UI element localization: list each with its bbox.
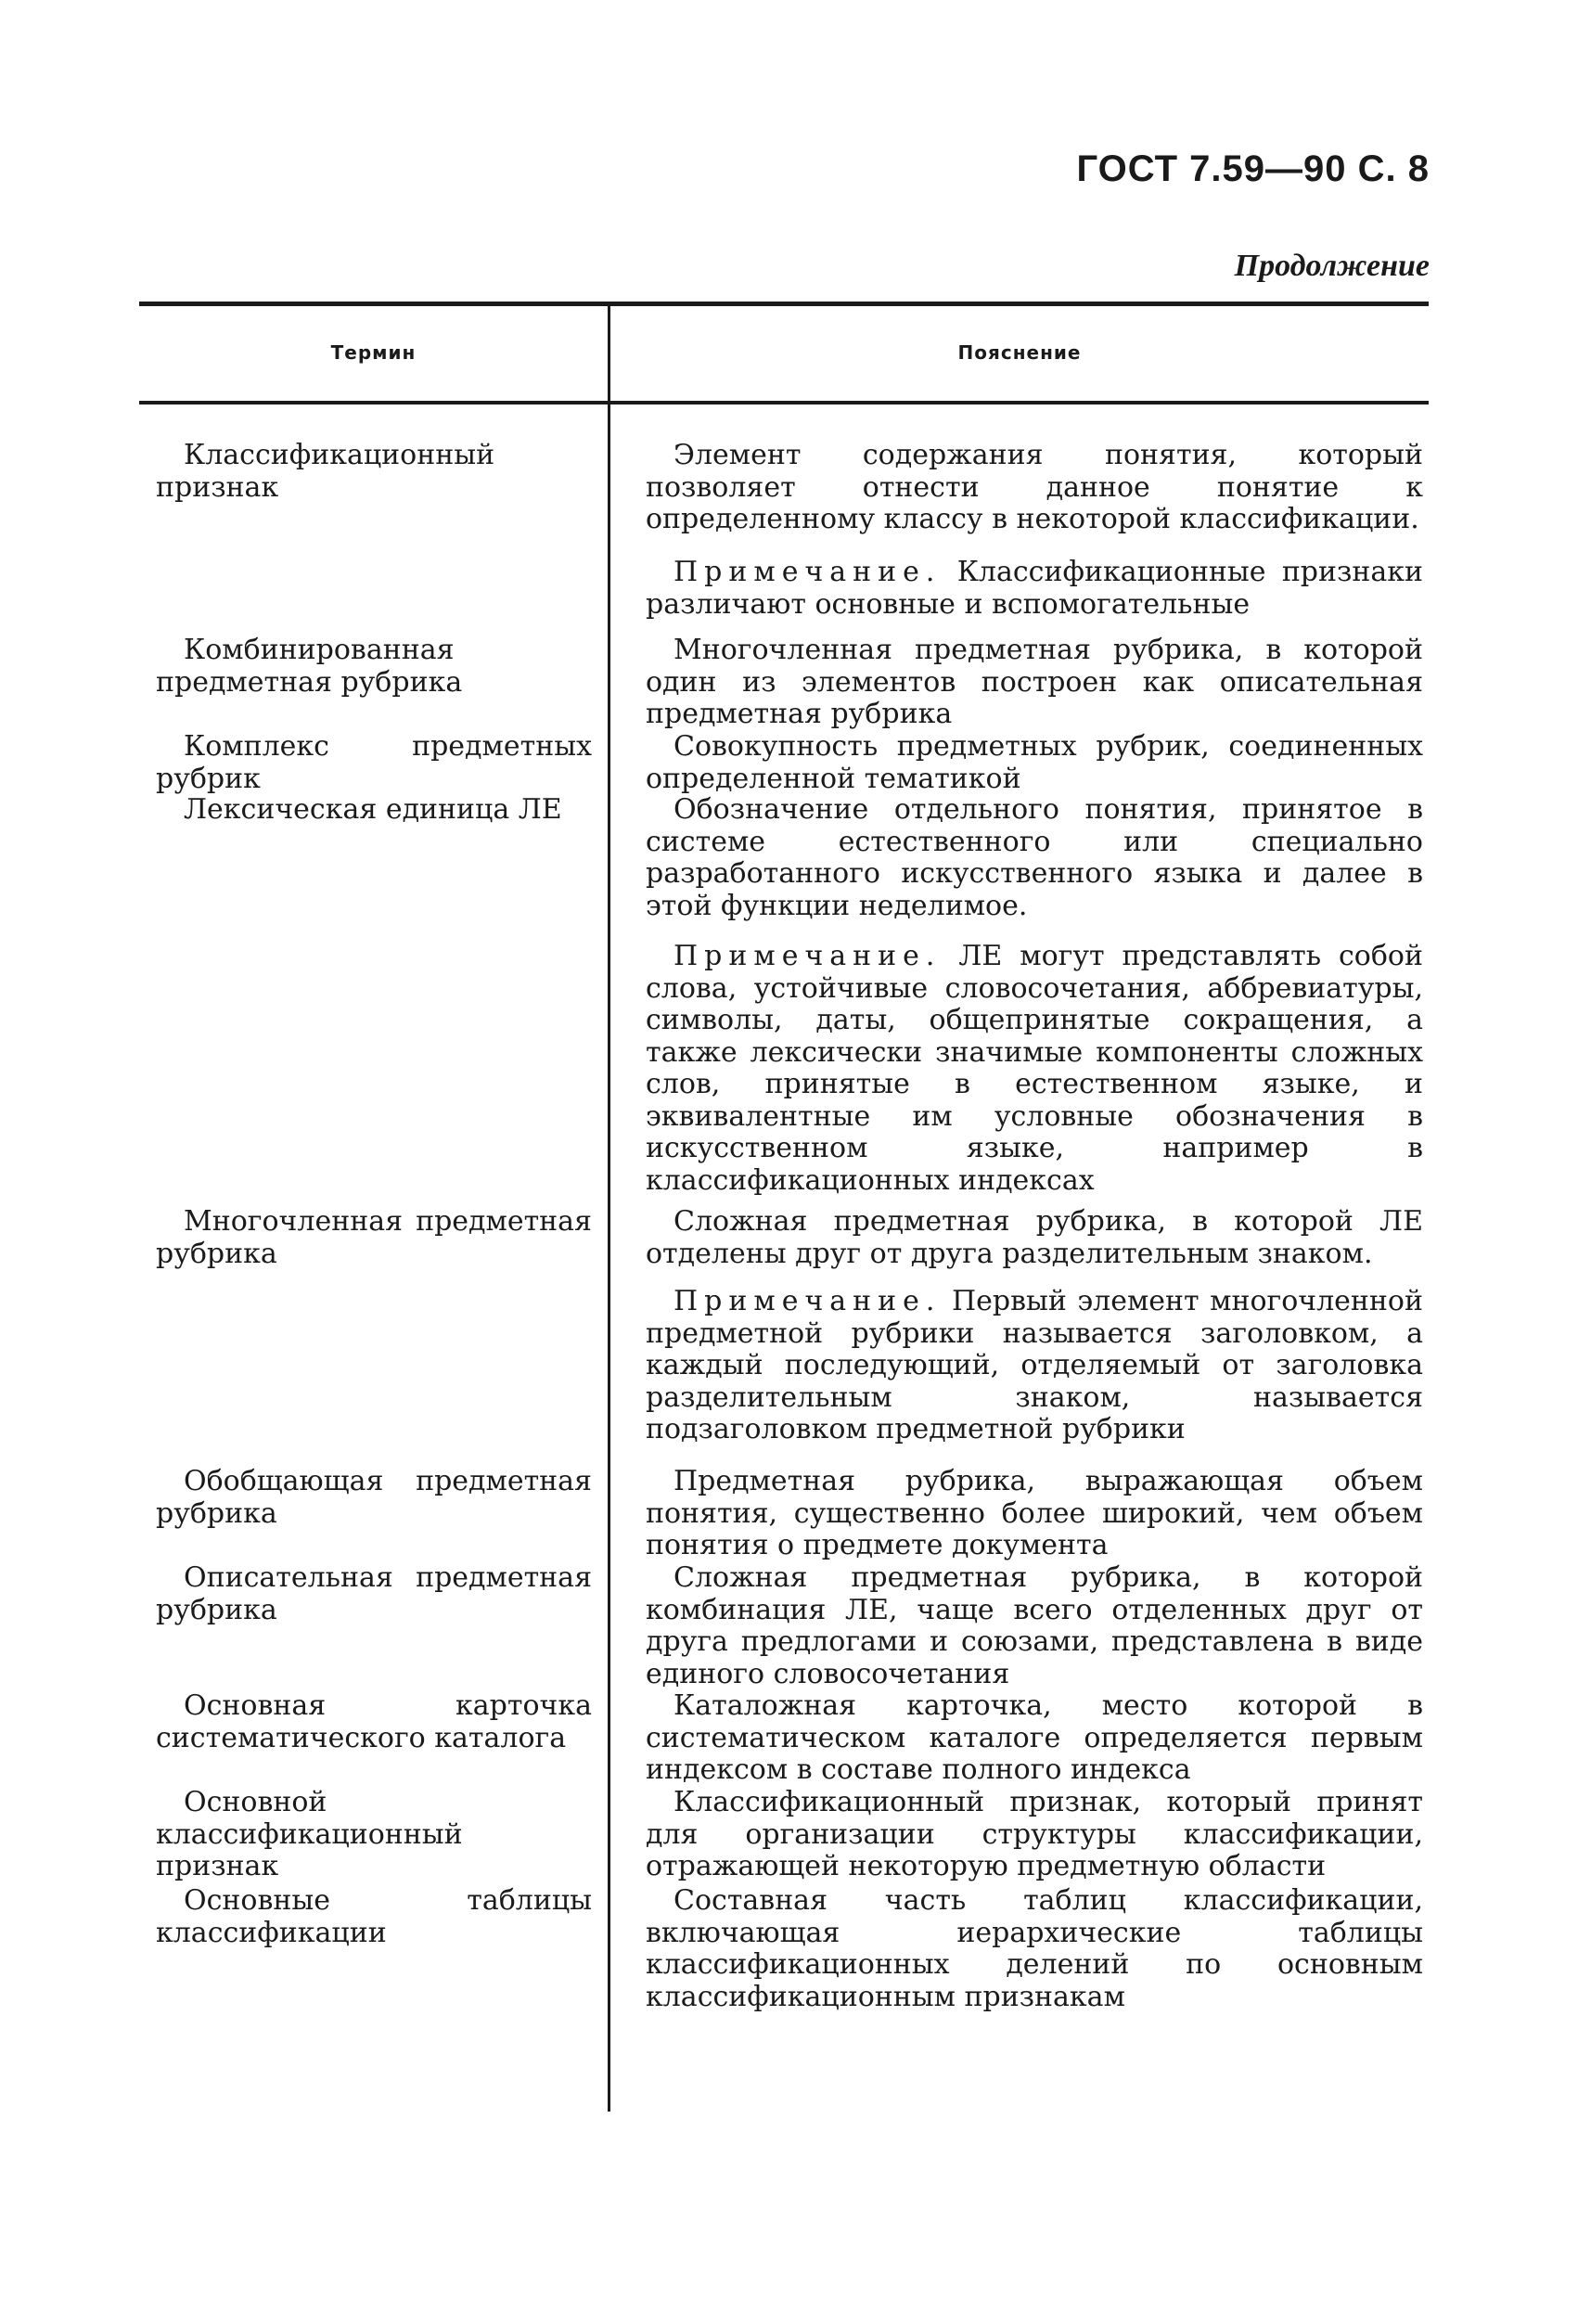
- note-label: Примечание.: [674, 556, 942, 588]
- table-row-explanation: [646, 731, 1423, 795]
- table-column-divider: [608, 404, 610, 2112]
- table-row-explanation: [646, 635, 1423, 731]
- page-header: ГОСТ 7.59—90 С. 8: [1076, 148, 1430, 189]
- note-text: Классификационные признаки различают основные и вспомогательные: [646, 556, 1423, 621]
- explanation-text: Составная часть таблиц классификации, включающая иерархические таблицы классификационных делений по основным классификационным признакам: [646, 1884, 1423, 2013]
- explanation-text: Обозначение отдельного понятия, принятое в системе естественного или специально разработанного искусственного языка и далее в этой функции неделимое.: [646, 793, 1423, 922]
- table-row-term: Лексическая единица ЛЕ: [184, 793, 562, 826]
- table-row-term: Основные таблицы классификации: [156, 1884, 592, 1949]
- table-row-term: Комплекс предметных рубрик: [156, 730, 592, 795]
- table-row-term: Комбинированная предметная рубрика: [156, 634, 463, 699]
- table-row-explanation: [646, 1466, 1423, 1562]
- note-text: ЛЕ могут представлять собой слова, устойчивые словосочетания, аббревиатуры, символы, даты, общепринятые сокращения, а также лексически значимые компоненты сложных слов, принятые в естественном языке, и эквивалентные им условные обозначения в искусственном языке, например в классификационных индексах: [646, 940, 1423, 1197]
- table-row-explanation: [646, 1787, 1423, 1883]
- explanation-text: Элемент содержания понятия, который позволяет отнести данное понятие к определенному классу в некоторой классификации.: [646, 439, 1423, 535]
- table-header-rule: [139, 401, 1429, 404]
- continuation-label: Продолжение: [1234, 249, 1430, 283]
- explanation-text: Каталожная карточка, место которой в систематическом каталоге определяется первым индексом в составе полного индекса: [646, 1689, 1423, 1786]
- table-row-explanation: [646, 1885, 1423, 2013]
- table-row-term: Классификационный признак: [156, 439, 495, 504]
- explanation-text: Предметная рубрика, выражающая объем понятия, существенно более широкий, чем объем понятия о предмете документа: [646, 1465, 1423, 1561]
- explanation-text: Классификационный признак, который принят для организации структуры классификации, отражающей некоторую предметную области: [646, 1786, 1423, 1882]
- table-row-explanation: [646, 440, 1423, 536]
- table-row-explanation: [646, 1562, 1423, 1690]
- column-header-explanation: Пояснение: [957, 341, 1082, 364]
- table-row-term: Основной классификационный признак: [156, 1786, 463, 1882]
- table-top-rule: [139, 302, 1429, 306]
- explanation-text: Сложная предметная рубрика, в которой ЛЕ отделены друг от друга разделительным знаком.: [646, 1205, 1423, 1270]
- table-row-note: [646, 941, 1423, 1197]
- note-label: Примечание.: [674, 940, 942, 972]
- table-row-explanation: [646, 794, 1423, 922]
- explanation-text: Многочленная предметная рубрика, в которой один из элементов построен как описательная предметная рубрика: [646, 634, 1423, 730]
- table-row-term: Описательная предметная рубрика: [156, 1561, 592, 1626]
- table-row-note: [646, 557, 1423, 621]
- table-row-explanation: [646, 1206, 1423, 1270]
- table-row-term: Основная карточка систематического каталога: [156, 1689, 592, 1754]
- note-label: Примечание.: [674, 1285, 942, 1317]
- note-text: Первый элемент многочленной предметной рубрики называется заголовком, а каждый последующий, отделяемый от заголовка разделительным знаком, называется подзаголовком предметной рубрики: [646, 1285, 1423, 1445]
- explanation-text: Сложная предметная рубрика, в которой комбинация ЛЕ, чаще всего отделенных друг от друга предлогами и союзами, представлена в виде единого словосочетания: [646, 1561, 1423, 1690]
- table-row-term: Многочленная предметная рубрика: [156, 1205, 592, 1270]
- column-header-term: Термин: [330, 341, 417, 364]
- explanation-text: Совокупность предметных рубрик, соединенных определенной тематикой: [646, 730, 1423, 795]
- table-row-term: Обобщающая предметная рубрика: [156, 1465, 592, 1530]
- table-row-explanation: [646, 1690, 1423, 1787]
- table-row-note: [646, 1286, 1423, 1446]
